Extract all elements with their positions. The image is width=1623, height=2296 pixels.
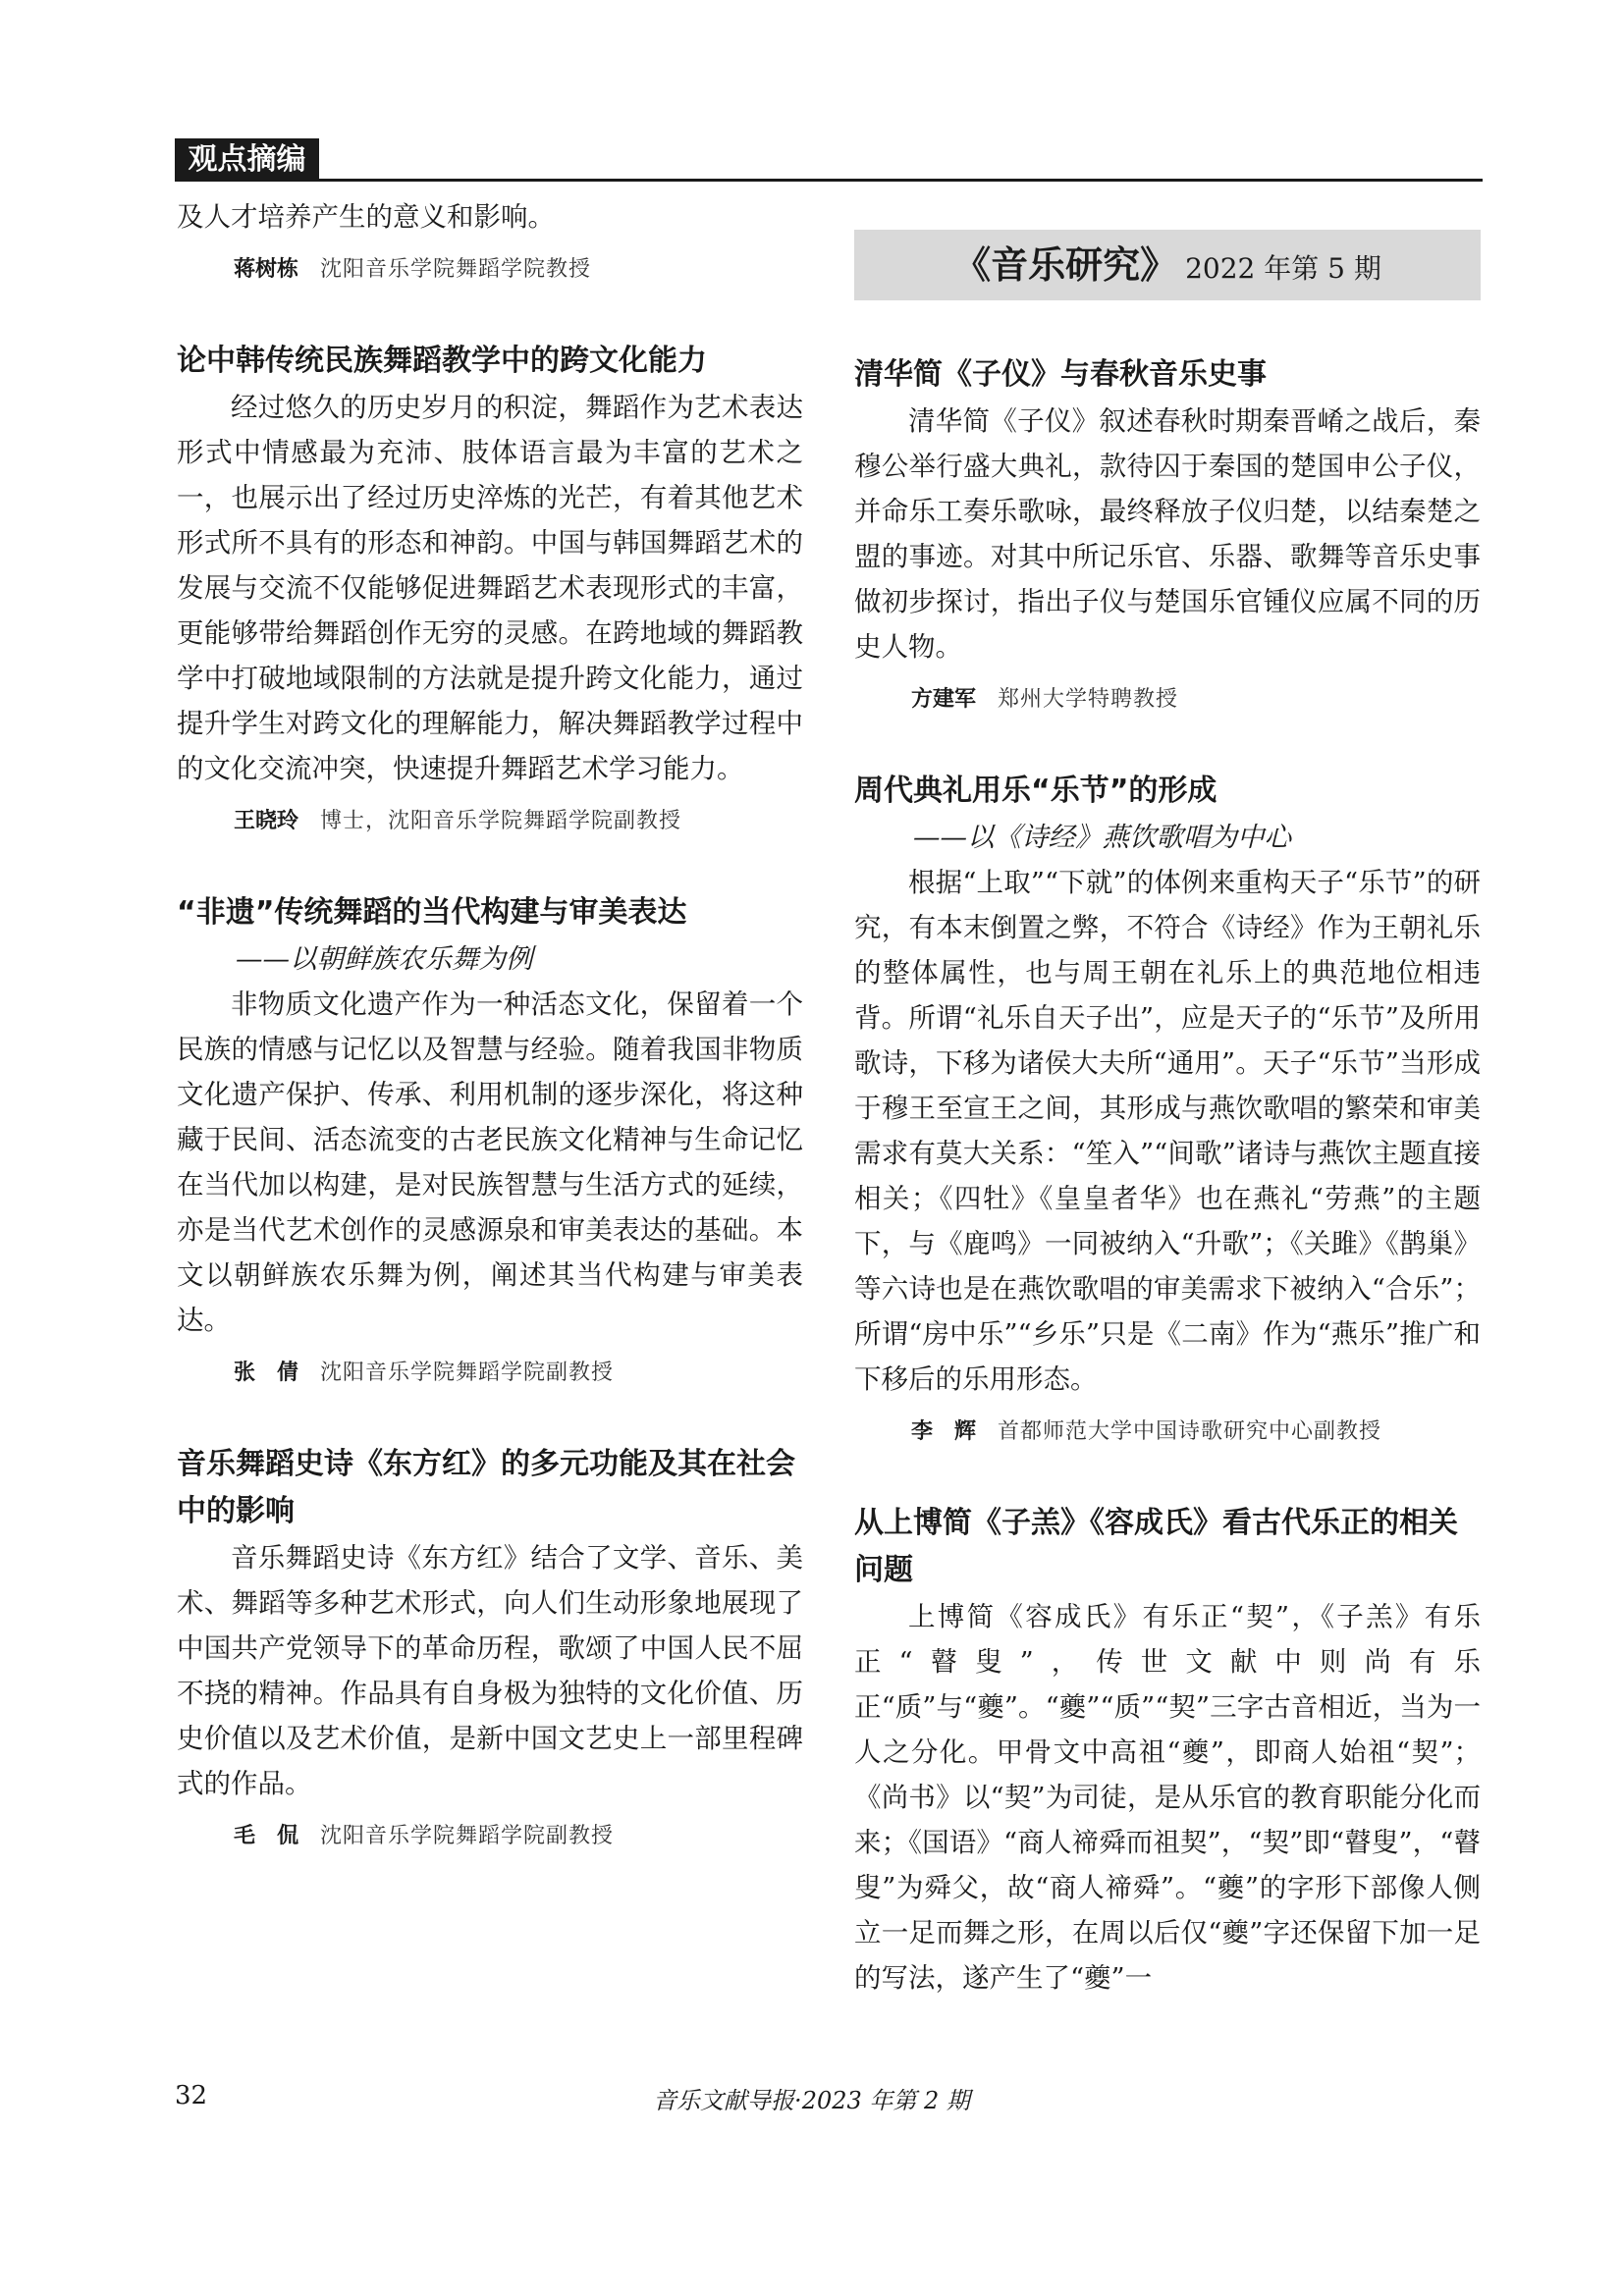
- article-body: 经过悠久的历史岁月的积淀，舞蹈作为艺术表达形式中情感最为充沛、肢体语言最为丰富的艺术之一，也展示出了经过历史淬炼的光芒，有着其他艺术形式所不具有的形态和神韵。中国与韩国舞蹈艺术的发展与交流不仅能够促进舞蹈艺术表现形式的丰富，更能够带给舞蹈创作无穷的灵感。在跨地域的舞蹈教学中打破地域限制的方法就是提升跨文化能力，通过提升学生对跨文化的理解能力，解决舞蹈教学过程中的文化交流冲突，快速提升舞蹈艺术学习能力。: [177, 392, 803, 784]
- article-author: [234, 1820, 803, 1853]
- author-affiliation: 沈阳音乐学院舞蹈学院副教授: [320, 1361, 615, 1385]
- article-title: 从上博简《子羔》《容成氏》看古代乐正的相关问题: [854, 1506, 1458, 1587]
- article-author: [911, 683, 1481, 717]
- article: [177, 1441, 803, 1853]
- header-rule: [175, 179, 1483, 182]
- article-body: 音乐舞蹈史诗《东方红》结合了文学、音乐、美术、舞蹈等多种艺术形式，向人们生动形象地展现了中国共产党领导下的革命历程，歌颂了中国人民不屈不挠的精神。作品具有自身极为独特的文化价值、历史价值以及艺术价值，是新中国文艺史上一部里程碑式的作品。: [177, 1542, 803, 1799]
- author-affiliation: 沈阳音乐学院舞蹈学院教授: [320, 257, 592, 282]
- author-affiliation: 博士，沈阳音乐学院舞蹈学院副教授: [320, 809, 682, 833]
- author-affiliation: 沈阳音乐学院舞蹈学院副教授: [320, 1824, 615, 1848]
- article-subtitle: ——以《诗经》燕饮歌唱为中心: [913, 822, 1291, 853]
- author-affiliation: 首都师范大学中国诗歌研究中心副教授: [998, 1419, 1382, 1444]
- article-author: [234, 1357, 803, 1390]
- article-title: 清华简《子仪》与春秋音乐史事: [854, 357, 1267, 392]
- article-title: 周代典礼用乐“乐节”的形成: [854, 774, 1217, 808]
- right-column: [854, 194, 1481, 2001]
- article-title: 音乐舞蹈史诗《东方红》的多元功能及其在社会中的影响: [177, 1447, 795, 1528]
- author-name: 王晓玲: [234, 809, 299, 833]
- article-body: 清华简《子仪》叙述春秋时期秦晋崤之战后，秦穆公举行盛大典礼，款待囚于秦国的楚国申公子仪，并命乐工奏乐歌咏，最终释放子仪归楚，以结秦楚之盟的事迹。对其中所记乐官、乐器、歌舞等音乐史事做初步探讨，指出子仪与楚国乐官锺仪应属不同的历史人物。: [854, 405, 1481, 663]
- article-body: 上博简《容成氏》有乐正“契”，《子羔》有乐正“瞽叟”，传世文献中则尚有乐正“质”与“夔”。“夔”“质”“契”三字古音相近，当为一人之分化。甲骨文中高祖“夔”，即商人始祖“契”；《尚书》以“契”为司徒，是从乐官的教育职能分化而来；《国语》“商人禘舜而祖契”，“契”即“瞽叟”，“瞽叟”为舜父，故“商人禘舜”。“夔”的字形下部像人侧立一足而舞之形，在周以后仅“夔”字还保留下加一足的写法，遂产生了“夔”一: [854, 1601, 1481, 1994]
- article-body: 根据“上取”“下就”的体例来重构天子“乐节”的研究，有本末倒置之弊，不符合《诗经》作为王朝礼乐的整体属性，也与周王朝在礼乐上的典范地位相违背。所谓“礼乐自天子出”，应是天子的“乐节”及所用歌诗，下移为诸侯大夫所“通用”。天子“乐节”当形成于穆王至宣王之间，其形成与燕饮歌唱的繁荣和审美需求有莫大关系：“笙入”“间歌”诸诗与燕饮主题直接相关；《四牡》《皇皇者华》也在燕礼“劳燕”的主题下，与《鹿鸣》一同被纳入“升歌”；《关雎》《鹊巢》等六诗也是在燕饮歌唱的审美需求下被纳入“合乐”；所谓“房中乐”“乡乐”只是《二南》作为“燕乐”推广和下移后的乐用形态。: [854, 867, 1481, 1395]
- left-column: [177, 194, 803, 1853]
- article: [177, 889, 803, 1390]
- running-footer: 音乐文献导报·2023 年第 2 期: [653, 2087, 970, 2114]
- article-body: 非物质文化遗产作为一种活态文化，保留着一个民族的情感与记忆以及智慧与经验。随着我国非物质文化遗产保护、传承、利用机制的逐步深化，将这种藏于民间、活态流变的古老民族文化精神与生命记忆在当代加以构建，是对民族智慧与生活方式的延续，亦是当代艺术创作的灵感源泉和审美表达的基础。本文以朝鲜族农乐舞为例，阐述其当代构建与审美表达。: [177, 988, 803, 1336]
- journal-issue: 2022 年第 5 期: [1185, 252, 1381, 285]
- section-tag: 观点摘编: [175, 138, 319, 182]
- author-name: 蒋树栋: [234, 257, 299, 282]
- author-name: 毛 侃: [234, 1824, 299, 1848]
- intro-author: [234, 253, 803, 287]
- article-title: 论中韩传统民族舞蹈教学中的跨文化能力: [177, 344, 707, 378]
- author-name: 李 辉: [911, 1419, 977, 1444]
- article: [854, 768, 1481, 1449]
- author-affiliation: 郑州大学特聘教授: [998, 687, 1179, 712]
- journal-name: 《音乐研究》: [953, 243, 1178, 287]
- author-name: 方建军: [911, 687, 977, 712]
- journal-banner: [854, 230, 1481, 300]
- article-title: “非遗”传统舞蹈的当代构建与审美表达: [177, 895, 687, 930]
- article-subtitle: ——以朝鲜族农乐舞为例: [236, 943, 533, 975]
- author-name: 张 倩: [234, 1361, 299, 1385]
- article-author: [234, 805, 803, 838]
- article: [177, 338, 803, 838]
- article: [854, 351, 1481, 717]
- page-number: 32: [175, 2081, 208, 2110]
- article: [854, 1500, 1481, 2001]
- article-author: [911, 1415, 1481, 1449]
- intro-tail: 及人才培养产生的意义和影响。: [177, 201, 555, 233]
